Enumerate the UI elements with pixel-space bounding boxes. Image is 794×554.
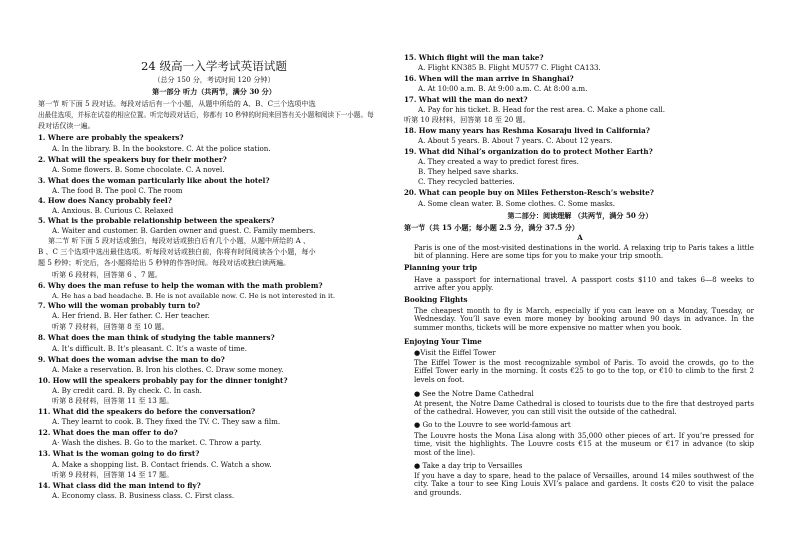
bullet-louvre: ● Go to the Louvre to see world-famous art bbox=[414, 420, 571, 429]
question-9-options: A. Make a reservation. B. Iron his clothes. C. Draw some money. bbox=[52, 365, 284, 374]
question-1: 1. Where are probably the speakers? bbox=[38, 133, 184, 142]
bullet-notre-dame: ● See the Notre Dame Cathedral bbox=[414, 389, 534, 398]
question-16: 16. When will the man arrive in Shanghai? bbox=[404, 74, 574, 83]
question-19-option-b: B. They helped save sharks. bbox=[418, 167, 519, 176]
exam-title: 24 级高一入学考试英语试题 bbox=[141, 59, 287, 73]
question-4: 4. How does Nancy probably feel? bbox=[38, 196, 172, 205]
segment-9-note: 听第 9 段材料，回答第 14 至 17 题。 bbox=[52, 470, 174, 479]
segment-10-note: 听第 10 段材料，回答第 18 至 20 题。 bbox=[404, 115, 530, 124]
question-10-options: A. By credit card. B. By check. C. In cash. bbox=[52, 386, 202, 395]
passage-paragraph: The Louvre hosts the Mona Lisa along with 35,000 other pieces of art. If you’re pressed for time, visit the highlights. The Louvre costs €15 at the museum or €17 in advance (to skip most of the line). bbox=[414, 431, 754, 457]
question-13: 13. What is the woman going to do first? bbox=[38, 449, 200, 458]
question-5: 5. What is the probable relationship between the speakers? bbox=[38, 216, 275, 225]
question-2: 2. What will the speakers buy for their mother? bbox=[38, 155, 227, 164]
section1-intro-line: 出最佳选项，并标在试卷的相应位置。听完每段对话后，你都有 10 秒钟的时间来回答有关小题和阅读下一小题。每 bbox=[38, 111, 374, 119]
question-18: 18. How many years has Reshma Kosaraju lived in California? bbox=[404, 126, 650, 135]
question-9: 9. What does the woman advise the man to do? bbox=[38, 355, 225, 364]
question-11-options: A. They learnt to cook. B. They fixed the TV. C. They saw a film. bbox=[52, 417, 281, 426]
question-3-options: A. The food B. The pool C. The room bbox=[52, 186, 183, 195]
passage-subheading-enjoying: Enjoying Your Time bbox=[404, 337, 482, 346]
question-19: 19. What did Nihal’s organization do to protect Mother Earth? bbox=[404, 147, 653, 156]
part2-heading: 第二部分：阅读理解 （共两节，满分 50 分） bbox=[507, 211, 653, 220]
question-8-options: A. It’s difficult. B. It’s pleasant. C. It’s a waste of time. bbox=[52, 344, 247, 353]
exam-subtitle: （总分 150 分，考试时间 120 分钟） bbox=[153, 75, 275, 84]
passage-paragraph: Have a passport for international travel. A passport costs $110 and takes 6—8 weeks to arrive after you apply. bbox=[414, 275, 754, 293]
passage-paragraph: Paris is one of the most-visited destinations in the world. A relaxing trip to Paris takes a little bit of planning. Here are some tips for you to make your trip smooth. bbox=[414, 243, 754, 261]
question-7-options: A. Her friend. B. Her father. C. Her teacher. bbox=[52, 311, 210, 320]
question-16-options: A. At 10:00 a.m. B. At 9:00 a.m. C. At 8:00 a.m. bbox=[418, 84, 588, 93]
question-20-options: A. Some clean water. B. Some clothes. C. Some masks. bbox=[418, 199, 616, 208]
question-17-options: A. Pay for his ticket. B. Head for the rest area. C. Make a phone call. bbox=[418, 105, 666, 114]
question-3: 3. What does the woman particularly like about the hotel? bbox=[38, 176, 270, 185]
question-14: 14. What class did the man intend to fly? bbox=[38, 481, 201, 490]
passage-paragraph: If you have a day to spare, head to the palace of Versailles, around 14 miles southwest of the city. Take a tour to see King Louis XVI’s palace and gardens. It costs €20 to visit the palace and grounds. bbox=[414, 471, 754, 497]
question-19-option-c: C. They recycled batteries. bbox=[418, 177, 515, 186]
question-12: 12. What does the man offer to do? bbox=[38, 428, 178, 437]
question-4-options: A. Anxious. B. Curious C. Relaxed bbox=[52, 206, 174, 215]
question-17: 17. What will the man do next? bbox=[404, 95, 528, 104]
question-15-options: A. Flight KN385 B. Flight MU577 C. Flight CA133. bbox=[418, 63, 601, 72]
question-2-options: A. Some flowers. B. Some chocolate. C. A novel. bbox=[52, 165, 225, 174]
question-7: 7. Who will the woman probably turn to? bbox=[38, 301, 201, 310]
question-6: 6. Why does the man refuse to help the woman with the math problem? bbox=[38, 281, 323, 290]
question-13-options: A. Make a shopping list. B. Contact friends. C. Watch a show. bbox=[52, 460, 272, 469]
section1-intro-line: 第一节 听下面 5 段对话。每段对话后有一个小题，从题中所给的 A、B、C三个选项中选 bbox=[38, 99, 316, 108]
section1-intro-line: 段对话仅读一遍。 bbox=[38, 121, 95, 130]
question-11: 11. What did the speakers do before the conversation? bbox=[38, 407, 256, 416]
section2-intro-line: 第二节 听下面 5 段对话或独白，每段对话或独白后有几个小题，从题中所给的 A 、 bbox=[48, 236, 311, 245]
part2-section1-heading: 第一节（共 15 小题；每小题 2.5 分，满分 37.5 分） bbox=[404, 223, 579, 232]
passage-subheading-planning: Planning your trip bbox=[404, 263, 478, 272]
section2-intro-line: B 、C 三个选项中选出最佳选项。听每段对话或独白前，你将有时间阅读各个小题，每小 bbox=[38, 247, 316, 256]
passage-subheading-booking: Booking Flights bbox=[404, 295, 468, 304]
segment-6-note: 听第 6 段材料，回答第 6 、7 题。 bbox=[52, 270, 162, 279]
segment-8-note: 听第 8 段材料，回答第 11 至 13 题。 bbox=[52, 396, 174, 405]
question-1-options: A. In the library. B. In the bookstore. C. At the police station. bbox=[52, 144, 271, 153]
question-15: 15. Which flight will the man take? bbox=[404, 53, 544, 62]
question-19-option-a: A. They created a way to predict forest fires. bbox=[418, 157, 579, 166]
question-12-options: A· Wash the dishes. B. Go to the market. C. Throw a party. bbox=[52, 438, 262, 447]
question-20: 20. What can people buy on Miles Fetherston-Resch’s website? bbox=[404, 188, 654, 197]
passage-paragraph: The Eiffel Tower is the most recognizable symbol of Paris. To avoid the crowds, go to the Eiffel Tower early in the morning. It costs €25 to go to the top, or €10 to climb to the first 2 levels on foot. bbox=[414, 358, 754, 384]
question-14-options: A. Economy class. B. Business class. C. First class. bbox=[52, 491, 235, 500]
segment-7-note: 听第 7 段材料，回答第 8 至 10 题。 bbox=[52, 322, 169, 331]
passage-paragraph: At present, the Notre Dame Cathedral is closed to tourists due to the fire that destroyed parts of the cathedral. However, you can still visit the outside of the cathedral. bbox=[414, 399, 754, 417]
passage-letter: A bbox=[577, 233, 583, 242]
question-18-options: A. About 5 years. B. About 7 years. C. About 12 years. bbox=[418, 136, 613, 145]
question-8: 8. What does the man think of studying the table manners? bbox=[38, 333, 275, 342]
part1-heading: 第一部分 听力（共两节，满分 30 分） bbox=[152, 87, 276, 96]
section2-intro-line: 题 5 秒钟；听完后，各小题将给出 5 秒钟的作答时间。每段对话或独白读两遍。 bbox=[38, 258, 291, 267]
passage-paragraph: The cheapest month to fly is March, especially if you can leave on a Monday, Tuesday, or Wednesday. You’ll save even more money by booking around 90 days in advance. In the summer months, tickets will be more expensive no matter when you book. bbox=[414, 306, 754, 332]
question-10: 10. How will the speakers probably pay for the dinner tonight? bbox=[38, 376, 288, 385]
bullet-versailles: ● Take a day trip to Versailles bbox=[414, 461, 523, 470]
question-6-options: A. He has a bad headache. B. He is not available now. C. He is not interested in it. bbox=[52, 292, 336, 300]
bullet-eiffel: ●Visit the Eiffel Tower bbox=[414, 348, 496, 357]
question-5-options: A. Waiter and customer. B. Garden owner and guest. C. Family members. bbox=[52, 226, 316, 235]
